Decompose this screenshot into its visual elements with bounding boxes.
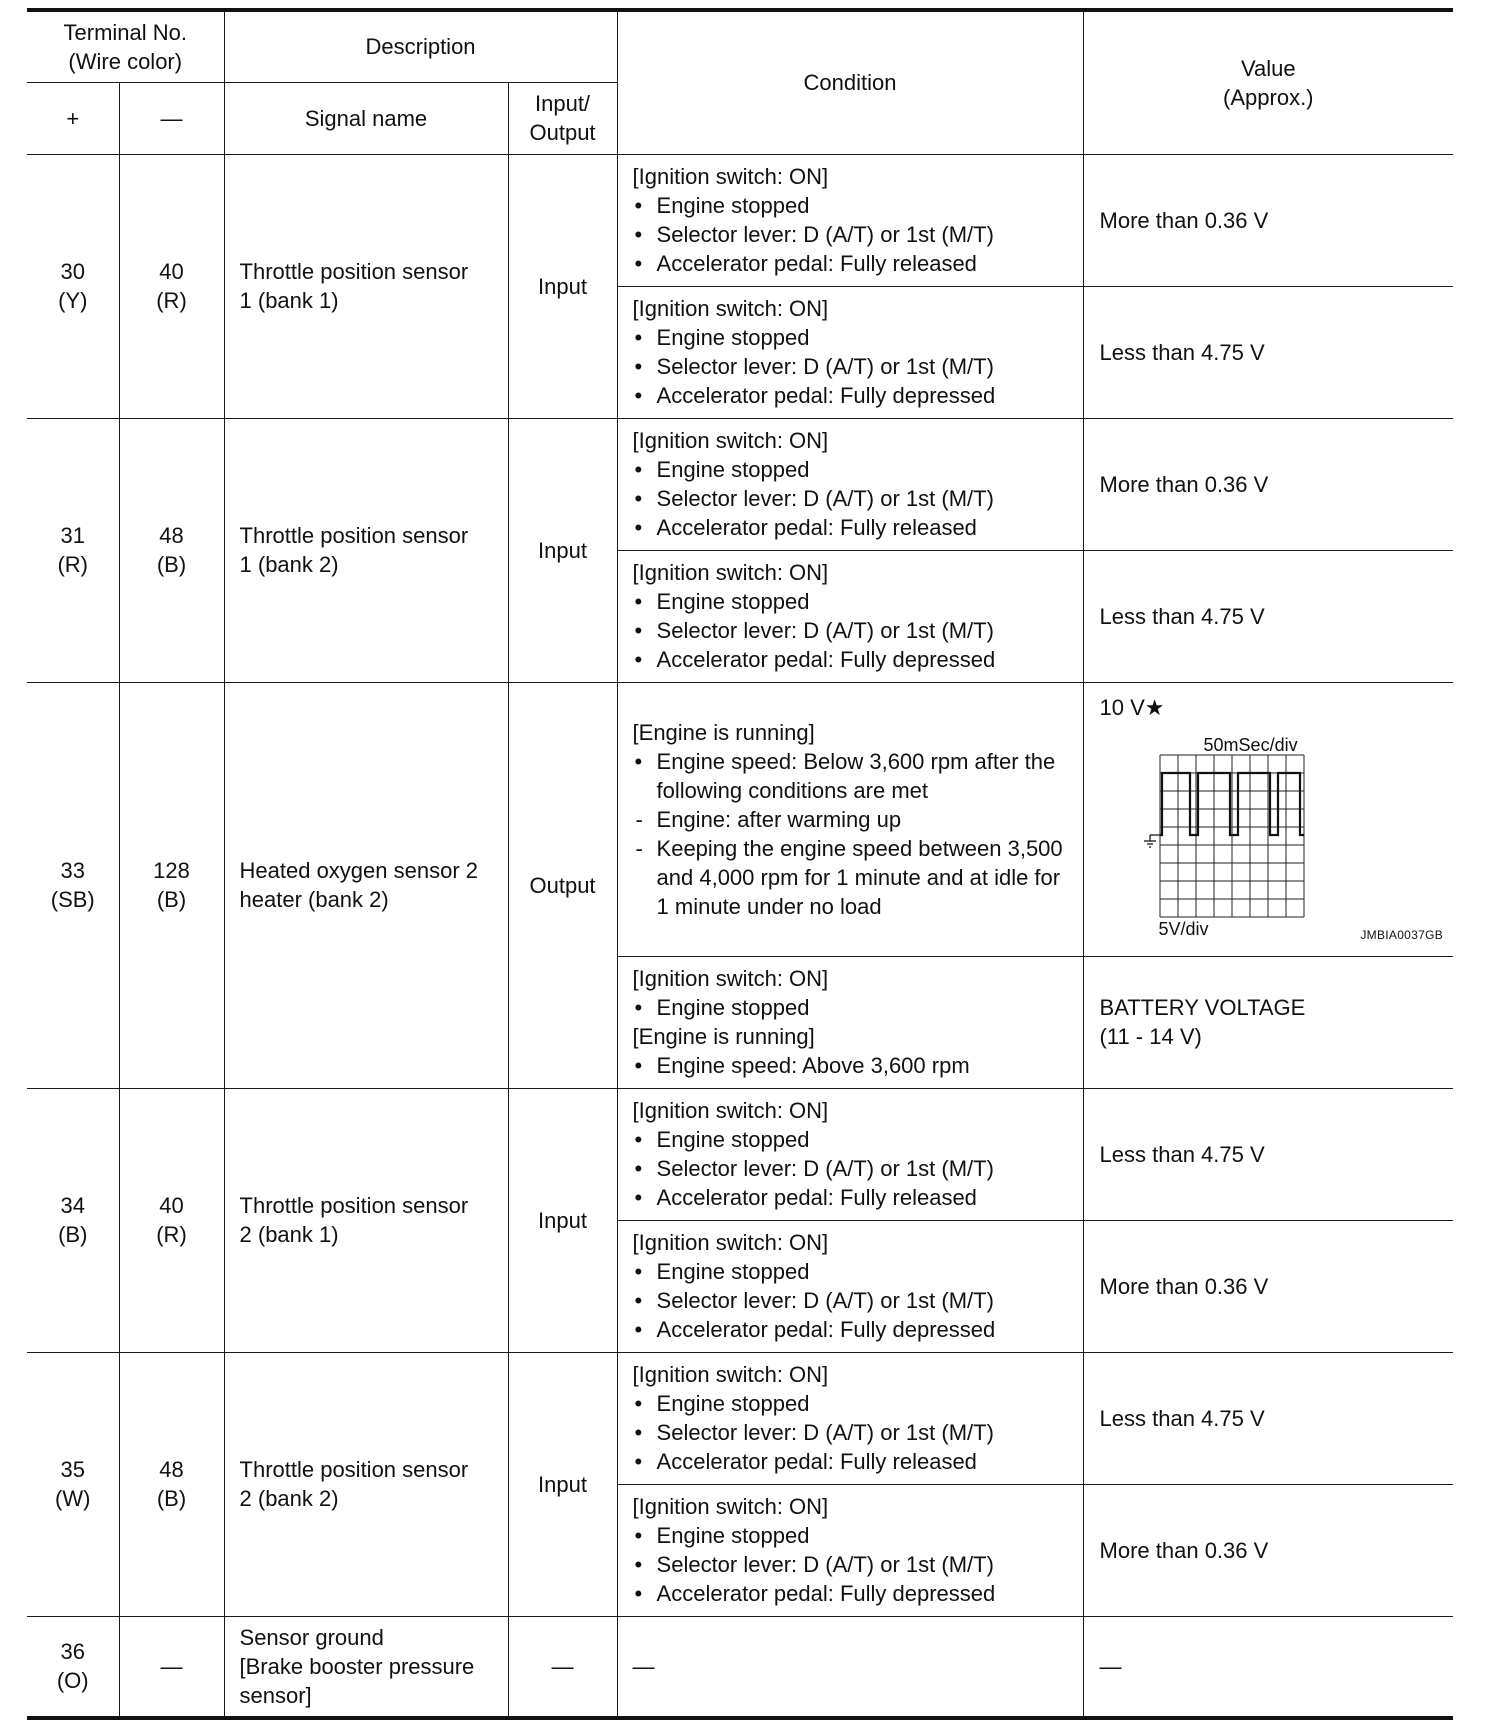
condition-heading: [Ignition switch: ON] [632, 560, 829, 585]
table-row [27, 682, 1453, 956]
plus-terminal [27, 1352, 119, 1616]
plus-terminal-line: 31 [60, 523, 85, 548]
signal-name-line: Sensor ground [239, 1624, 384, 1650]
signal-name [224, 1088, 508, 1352]
condition-heading: [Engine is running] [632, 719, 815, 745]
value-cell-line: (11 - 14 V) [1099, 1024, 1202, 1049]
signal-name [224, 1352, 508, 1616]
condition-cell [617, 1616, 1083, 1718]
minus-terminal-line: 40 [159, 1193, 184, 1218]
value-cell: More than 0.36 V [1083, 418, 1453, 550]
value-cell: Less than 4.75 V [1083, 550, 1453, 682]
table-body [27, 154, 1453, 1718]
signal-name-line: 2 (bank 2) [239, 1486, 339, 1511]
condition-heading: [Ignition switch: ON] [632, 966, 829, 991]
minus-terminal-line: (B) [156, 1486, 187, 1511]
plus-terminal-line: (R) [57, 552, 89, 577]
condition-bullet: • Selector lever: D (A/T) or 1st (M/T) [633, 1286, 1077, 1315]
plus-terminal-line: (SB) [50, 887, 95, 912]
table-row [27, 1616, 1453, 1718]
minus-terminal-line: 40 [159, 259, 184, 284]
condition-bullet: • Selector lever: D (A/T) or 1st (M/T) [633, 352, 1077, 381]
figure-id: JMBIA0037GB [1360, 927, 1444, 942]
oscilloscope-waveform [1084, 683, 1454, 955]
condition-heading: [Ignition switch: ON] [632, 296, 829, 321]
value-cell: More than 0.36 V [1083, 1484, 1453, 1616]
signal-name-line: [Brake booster pressure [239, 1653, 475, 1679]
condition-heading: [Ignition switch: ON] [632, 1362, 829, 1387]
table-row [27, 1352, 1453, 1484]
condition-cell [617, 1088, 1083, 1220]
condition-heading: — [632, 1653, 655, 1679]
plus-terminal [27, 682, 119, 1088]
signal-name-line: Throttle position sensor [239, 1457, 469, 1482]
minus-terminal-line: (B) [156, 552, 187, 577]
value-cell: Less than 4.75 V [1083, 286, 1453, 418]
condition-bullet: • Selector lever: D (A/T) or 1st (M/T) [633, 1550, 1077, 1579]
condition-heading: [Ignition switch: ON] [632, 428, 829, 453]
plus-terminal-line: 33 [60, 858, 85, 883]
table-header [27, 10, 1453, 154]
plus-terminal-line: (W) [55, 1486, 91, 1511]
minus-terminal [119, 1088, 224, 1352]
condition-bullet: • Accelerator pedal: Fully depressed [633, 1579, 1077, 1608]
plus-terminal [27, 154, 119, 418]
minus-terminal [119, 154, 224, 418]
minus-terminal [119, 1352, 224, 1616]
condition-bullet: • Engine stopped [633, 993, 1077, 1022]
input-output: Input [508, 1352, 617, 1616]
condition-bullet: • Engine stopped [633, 191, 1077, 220]
minus-terminal-line: 128 [153, 858, 190, 883]
signal-name-line: 1 (bank 2) [239, 552, 339, 577]
minus-terminal-line: (R) [156, 1222, 187, 1247]
plus-terminal-line: 36 [60, 1639, 85, 1665]
input-output: Output [508, 682, 617, 1088]
condition-bullet: • Engine stopped [633, 587, 1077, 616]
signal-name [224, 154, 508, 418]
condition-bullet: • Accelerator pedal: Fully released [633, 249, 1077, 278]
input-output: Input [508, 154, 617, 418]
condition-cell [617, 418, 1083, 550]
value-cell: More than 0.36 V [1083, 154, 1453, 286]
condition-header: Condition [617, 10, 1083, 154]
plus-terminal [27, 418, 119, 682]
waveform-voltage-label: 10 V★ [1099, 694, 1165, 720]
condition-bullet: • Selector lever: D (A/T) or 1st (M/T) [633, 1154, 1077, 1183]
condition-cell [617, 286, 1083, 418]
minus-terminal-line: 48 [159, 1457, 184, 1482]
condition-heading: [Ignition switch: ON] [632, 164, 829, 189]
ground-symbol-icon [1144, 835, 1160, 847]
signal-name-line: 1 (bank 1) [239, 288, 339, 313]
plus-terminal-line: 35 [60, 1457, 85, 1482]
condition-bullet: • Engine speed: Above 3,600 rpm [633, 1051, 1077, 1080]
input-output: — [508, 1616, 617, 1718]
minus-terminal-line: (B) [156, 887, 187, 912]
plus-terminal [27, 1616, 119, 1718]
waveform-graph [1084, 683, 1454, 955]
value-cell: — [1083, 1616, 1453, 1718]
signal-name-line: Throttle position sensor [239, 259, 469, 284]
condition-heading: [Ignition switch: ON] [632, 1494, 829, 1519]
minus-terminal-line: — [160, 1653, 183, 1679]
condition-bullet: • Engine stopped [633, 455, 1077, 484]
condition-cell [617, 154, 1083, 286]
minus-terminal-line: (R) [156, 288, 187, 313]
plus-terminal-header: + [27, 82, 119, 154]
signal-name-line: 2 (bank 1) [239, 1222, 339, 1247]
input-output-header: Input/ Output [508, 82, 617, 154]
value-cell-line: BATTERY VOLTAGE [1099, 995, 1306, 1020]
signal-name [224, 1616, 508, 1718]
plus-terminal-line: 34 [60, 1193, 85, 1218]
plus-terminal [27, 1088, 119, 1352]
signal-name-line: heater (bank 2) [239, 887, 389, 912]
terminal-spec-table [27, 8, 1453, 1720]
condition-bullet: • Accelerator pedal: Fully released [633, 1447, 1077, 1476]
minus-terminal-line: 48 [159, 523, 184, 548]
condition-bullet: • Engine stopped [633, 1125, 1077, 1154]
signal-name-line: Throttle position sensor [239, 523, 469, 548]
condition-heading: [Ignition switch: ON] [632, 1230, 829, 1255]
plus-terminal-line: (O) [56, 1668, 89, 1694]
condition-heading: [Engine is running] [632, 1024, 815, 1049]
condition-cell [617, 682, 1083, 956]
minus-terminal [119, 682, 224, 1088]
condition-bullet: • Selector lever: D (A/T) or 1st (M/T) [633, 220, 1077, 249]
table-row [27, 1088, 1453, 1220]
condition-heading: [Ignition switch: ON] [632, 1098, 829, 1123]
minus-terminal-header: — [119, 82, 224, 154]
table-row [27, 418, 1453, 550]
condition-cell [617, 550, 1083, 682]
condition-bullet: • Selector lever: D (A/T) or 1st (M/T) [633, 1418, 1077, 1447]
signal-name [224, 418, 508, 682]
waveform-volt-div: 5V/div [1158, 918, 1209, 939]
value-cell: More than 0.36 V [1083, 1220, 1453, 1352]
value-cell: Less than 4.75 V [1083, 1352, 1453, 1484]
condition-cell [617, 1484, 1083, 1616]
signal-name [224, 682, 508, 1088]
condition-bullet: • Selector lever: D (A/T) or 1st (M/T) [633, 484, 1077, 513]
waveform-time-div: 50mSec/div [1203, 734, 1298, 755]
description-header: Description [224, 10, 617, 82]
condition-bullet: • Engine speed: Below 3,600 rpm after the following conditions are met [633, 747, 1077, 805]
condition-subitem: - Keeping the engine speed between 3,500 and 4,000 rpm for 1 minute and at idle for 1 minute under no load [633, 834, 1077, 921]
signal-name-line: Heated oxygen sensor 2 [239, 858, 479, 883]
condition-bullet: • Selector lever: D (A/T) or 1st (M/T) [633, 616, 1077, 645]
condition-bullet: • Engine stopped [633, 323, 1077, 352]
condition-bullet: • Accelerator pedal: Fully depressed [633, 645, 1077, 674]
terminal-no-header: Terminal No. (Wire color) [27, 10, 224, 82]
condition-bullet: • Accelerator pedal: Fully released [633, 1183, 1077, 1212]
condition-bullet: • Engine stopped [633, 1521, 1077, 1550]
value-cell: Less than 4.75 V [1083, 1088, 1453, 1220]
condition-cell [617, 1220, 1083, 1352]
condition-bullet: • Accelerator pedal: Fully depressed [633, 381, 1077, 410]
minus-terminal [119, 1616, 224, 1718]
plus-terminal-line: (B) [58, 1222, 88, 1247]
plus-terminal-line: 30 [60, 259, 85, 284]
input-output: Input [508, 1088, 617, 1352]
table-row [27, 154, 1453, 286]
condition-bullet: • Accelerator pedal: Fully depressed [633, 1315, 1077, 1344]
condition-bullet: • Engine stopped [633, 1257, 1077, 1286]
signal-name-header: Signal name [224, 82, 508, 154]
signal-name-line: Throttle position sensor [239, 1193, 469, 1218]
value-header: Value (Approx.) [1083, 10, 1453, 154]
condition-cell [617, 956, 1083, 1088]
signal-name-line: sensor] [239, 1682, 312, 1708]
minus-terminal [119, 418, 224, 682]
input-output: Input [508, 418, 617, 682]
condition-bullet: • Engine stopped [633, 1389, 1077, 1418]
condition-bullet: • Accelerator pedal: Fully released [633, 513, 1077, 542]
condition-cell [617, 1352, 1083, 1484]
value-cell [1083, 956, 1453, 1088]
value-waveform-cell [1083, 682, 1453, 956]
plus-terminal-line: (Y) [58, 288, 88, 313]
condition-subitem: - Engine: after warming up [633, 805, 1077, 834]
